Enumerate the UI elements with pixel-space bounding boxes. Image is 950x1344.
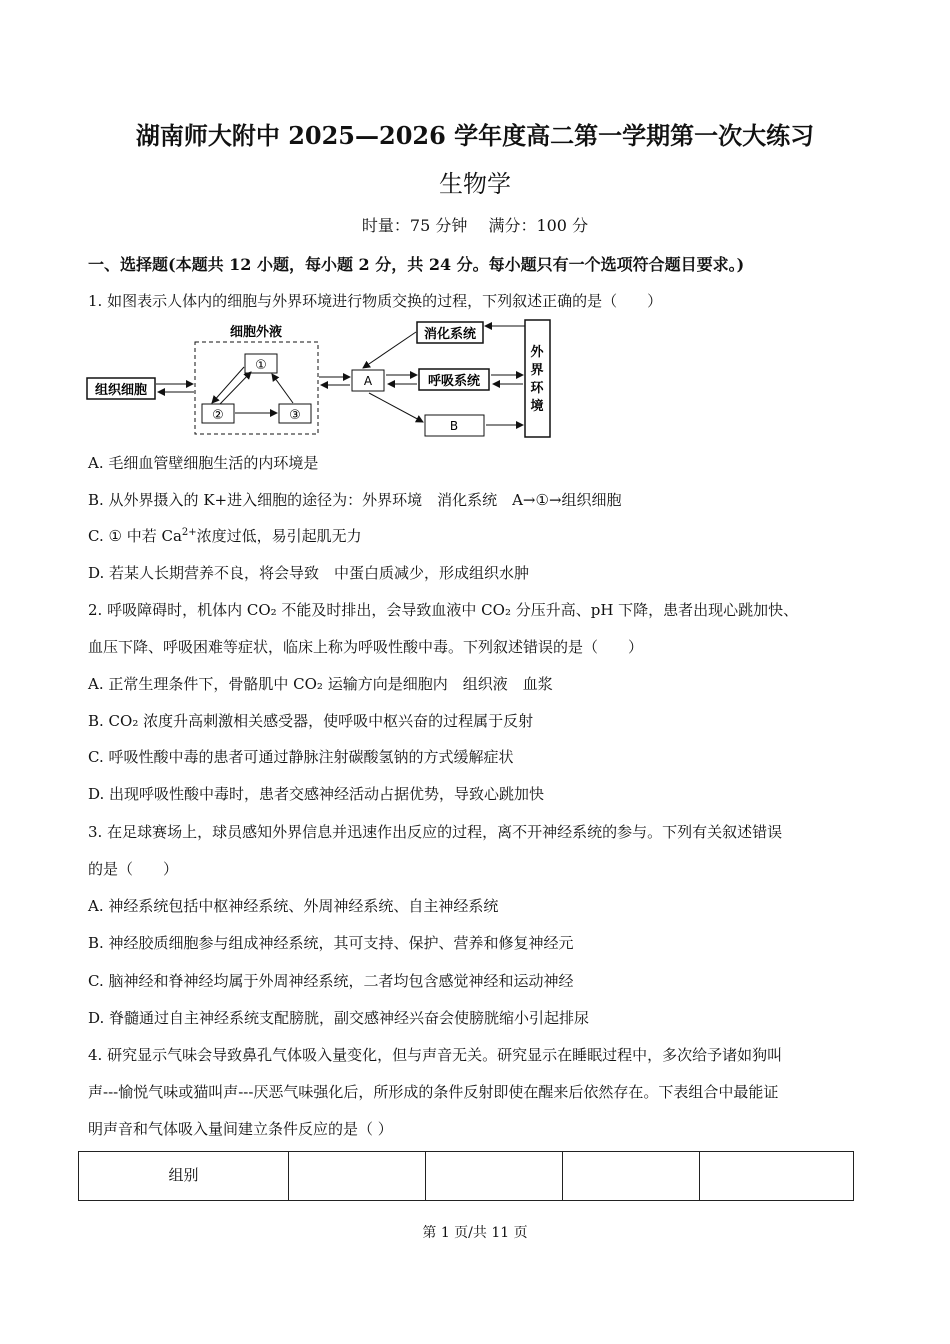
q2-option-c: C. 呼吸性酸中毒的患者可通过静脉注射碳酸氢钠的方式缓解症状	[88, 748, 514, 766]
q2-stem-2: 血压下降、呼吸困难等症状，临床上称为呼吸性酸中毒。下列叙述错误的是（ ）	[88, 638, 644, 656]
q3-option-c: C. 脑神经和脊神经均属于外周神经系统，二者均包含感觉神经和运动神经	[88, 972, 574, 990]
q1-option-d: D. 若某人长期营养不良，将会导致 中蛋白质减少，形成组织水肿	[88, 564, 530, 582]
env-char-1: 外	[530, 345, 544, 360]
exam-meta: 时量：75 分钟 满分：100 分	[361, 216, 589, 235]
q3-option-a: A. 神经系统包括中枢神经系统、外周神经系统、自主神经系统	[88, 897, 499, 915]
table-cell	[563, 1152, 700, 1201]
q3-stem-2: 的是（ ）	[88, 860, 179, 878]
q4-stem-3: 明声音和气体吸入量间建立条件反应的是（ ）	[88, 1120, 393, 1138]
node-1-label: ①	[255, 358, 267, 373]
respiratory-label: 呼吸系统	[427, 374, 481, 389]
tissue-cell-label: 组织细胞	[94, 383, 148, 398]
q4-stem-1: 4. 研究显示气味会导致鼻孔气体吸入量变化，但与声音无关。研究显示在睡眠过程中，多次给予诸如狗叫	[88, 1046, 783, 1064]
extracellular-label: 细胞外液	[229, 325, 283, 340]
q2-stem-1: 2. 呼吸障碍时，机体内 CO₂ 不能及时排出，会导致血液中 CO₂ 分压升高、pH 下降，患者出现心跳加快、	[88, 601, 799, 619]
section-heading: 一、选择题(本题共 12 小题，每小题 2 分，共 24 分。每小题只有一个选项符合题目要求。)	[88, 255, 745, 274]
table-header-cell: 组别	[79, 1152, 289, 1201]
node-b-label: B	[449, 419, 459, 433]
q1-option-c: C. ① 中若 $Ca^{2+}$浓度过低，易引起肌无力	[88, 527, 362, 545]
exam-title: 湖南师大附中 2025—2026 学年度高二第一学期第一次大练习	[135, 121, 815, 150]
q2-option-b: B. CO₂ 浓度升高刺激相关感受器，使呼吸中枢兴奋的过程属于反射	[88, 712, 534, 730]
q1-option-a: A. 毛细血管壁细胞生活的内环境是	[88, 454, 319, 472]
node-a-label: A	[363, 374, 373, 388]
q2-option-a: A. 正常生理条件下，骨骼肌中 CO₂ 运输方向是细胞内 组织液 血浆	[88, 675, 553, 693]
q4-table	[78, 1151, 854, 1201]
table-cell	[700, 1152, 854, 1201]
env-char-4: 境	[530, 399, 544, 414]
page-footer: 第 1 页/共 11 页	[422, 1225, 528, 1241]
q2-option-d: D. 出现呼吸性酸中毒时，患者交感神经活动占据优势，导致心跳加快	[88, 785, 545, 803]
q3-stem-1: 3. 在足球赛场上，球员感知外界信息并迅速作出反应的过程，离不开神经系统的参与。下列有关叙述错误	[88, 823, 783, 841]
env-char-2: 界	[530, 363, 544, 378]
table-row	[79, 1152, 854, 1201]
exchange-diagram	[85, 318, 555, 440]
environment-box	[525, 320, 550, 437]
q3-option-d: D. 脊髓通过自主神经系统支配膀胱，副交感神经兴奋会使膀胱缩小引起排尿	[88, 1009, 590, 1027]
subject-title: 生物学	[439, 170, 511, 198]
env-char-3: 环	[530, 381, 544, 396]
digestive-label: 消化系统	[423, 327, 477, 342]
table-cell	[289, 1152, 426, 1201]
table-cell	[426, 1152, 563, 1201]
q3-option-b: B. 神经胶质细胞参与组成神经系统，其可支持、保护、营养和修复神经元	[88, 934, 574, 952]
q4-stem-2: 声---愉悦气味或猫叫声---厌恶气味强化后，所形成的条件反射即使在醒来后依然存在。下表组合中最能证	[88, 1083, 779, 1101]
q1-option-b: B. 从外界摄入的 K+进入细胞的途径为：外界环境 消化系统 A→①→组织细胞	[88, 491, 622, 509]
node-3-label: ③	[289, 408, 301, 423]
q1-stem: 1. 如图表示人体内的细胞与外界环境进行物质交换的过程，下列叙述正确的是（ ）	[88, 292, 663, 310]
node-2-label: ②	[212, 408, 224, 423]
